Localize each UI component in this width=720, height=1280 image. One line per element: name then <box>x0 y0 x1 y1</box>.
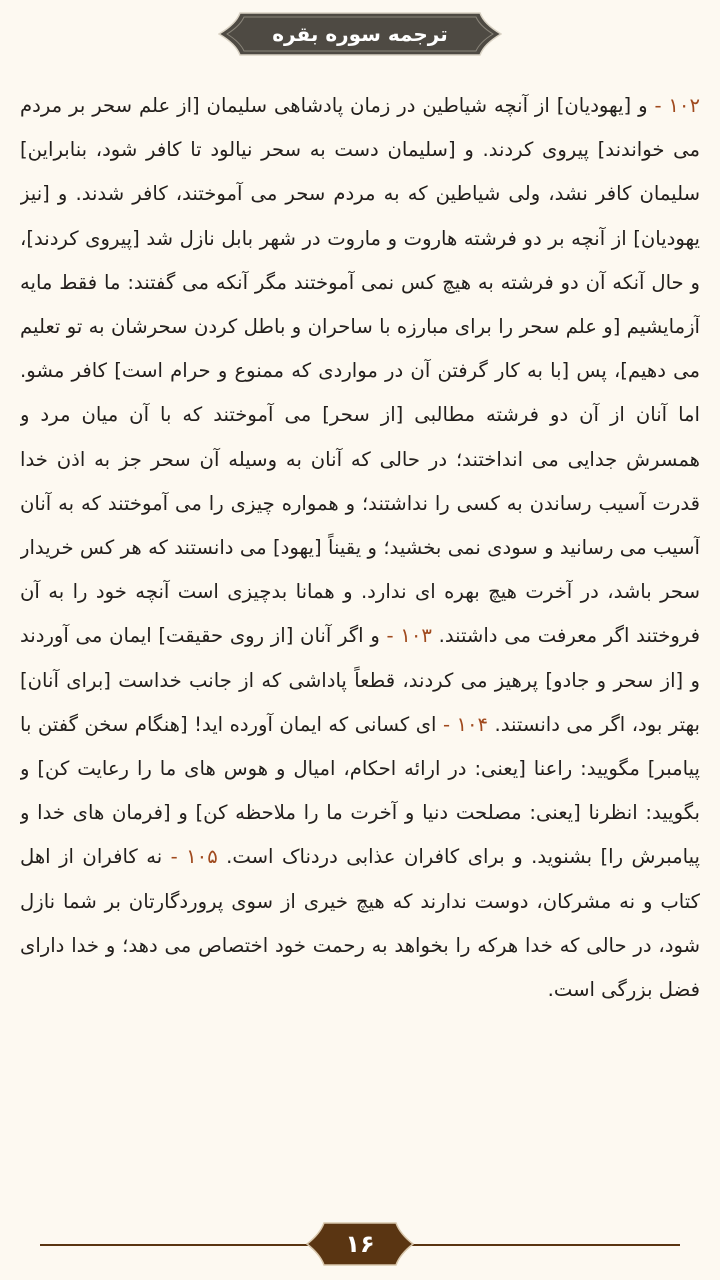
page-number: ۱۶ <box>345 1230 375 1258</box>
translation-text <box>20 84 700 1190</box>
verse-number-103: ۱۰۳ - <box>386 624 432 648</box>
verse-text-104: ای کسانی که ایمان آورده اید! [هنگام سخن گفتن با پیامبر] مگویید: راعنا [یعنی: در ارائه احکام، امیال و هوس های ما را رعایت کن] و بگویید: انظرنا [یعنی: مصلحت دنیا و آخرت ما را ملاحظه کن] و [فرمان های خدا و پیامبرش را] بشنوید. و برای کافران عذابی دردناک است. <box>20 712 700 869</box>
page-title: ترجمه سوره بقره <box>272 22 448 46</box>
verse-number-102: ۱۰۲ - <box>654 94 700 117</box>
verse-number-105: ۱۰۵ - <box>170 845 218 869</box>
page-number-badge <box>306 1222 414 1266</box>
verse-text-105: نه کافران از اهل کتاب و نه مشرکان، دوست ندارند که هیچ خیری از سوی پروردگارتان بر شما نازل شود، در حالی که خدا هرکه را بخواهد به رحمت خود اختصاص می دهد؛ و خدا دارای فضل بزرگی است. <box>20 845 700 1002</box>
verse-text-103: و اگر آنان [از روی حقیقت] ایمان می آوردند و [از سحر و جادو] پرهیز می کردند، قطعاً پاداشی که از جانب خداست [برای آنان] بهتر بود، اگر می دانستند. <box>20 624 700 736</box>
verse-text-102: و [یهودیان] از آنچه شیاطین در زمان پادشاهی سلیمان [از علم سحر بر مردم می خواندند] پیروی کردند. و [سلیمان دست به سحر نیالود تا کافر شود، بنابراین] سلیمان کافر نشد، ولی شیاطین که به مردم سحر می آموختند، کافر شدند. و [نیز یهودیان] از آنچه بر دو فرشته هاروت و ماروت در شهر بابل نازل شد [پیروی کردند]، و حال آنکه آن دو فرشته به هیچ کس نمی آموختند مگر آنکه می گفتند: ما فقط مایه آزمایشیم [و علم سحر را برای مبارزه با ساحران و باطل کردن سحرشان به تو تعلیم می دهیم]، پس [با به کار گرفتن آن در مواردی که ممنوع و حرام است] کافر مشو. اما آنان از آن دو فرشته مطالبی [از سحر] می آموختند که با آن میان مرد و همسرش جدایی می انداختند؛ در حالی که آنان به وسیله آن سحر جز به اذن خدا قدرت آسیب رساندن به کسی را نداشتند؛ و همواره چیزی را می آموختند که به آنان آسیب می رسانید و سودی نمی بخشید؛ و یقیناً [یهود] می دانستند که هر کس خریدار سحر باشد، در آخرت هیچ بهره ای ندارد. و همانا بدچیزی است آنچه خود را به آن فروختند اگر معرفت می داشتند. <box>20 94 700 648</box>
header-banner <box>218 12 502 56</box>
verse-number-104: ۱۰۴ - <box>442 712 489 736</box>
